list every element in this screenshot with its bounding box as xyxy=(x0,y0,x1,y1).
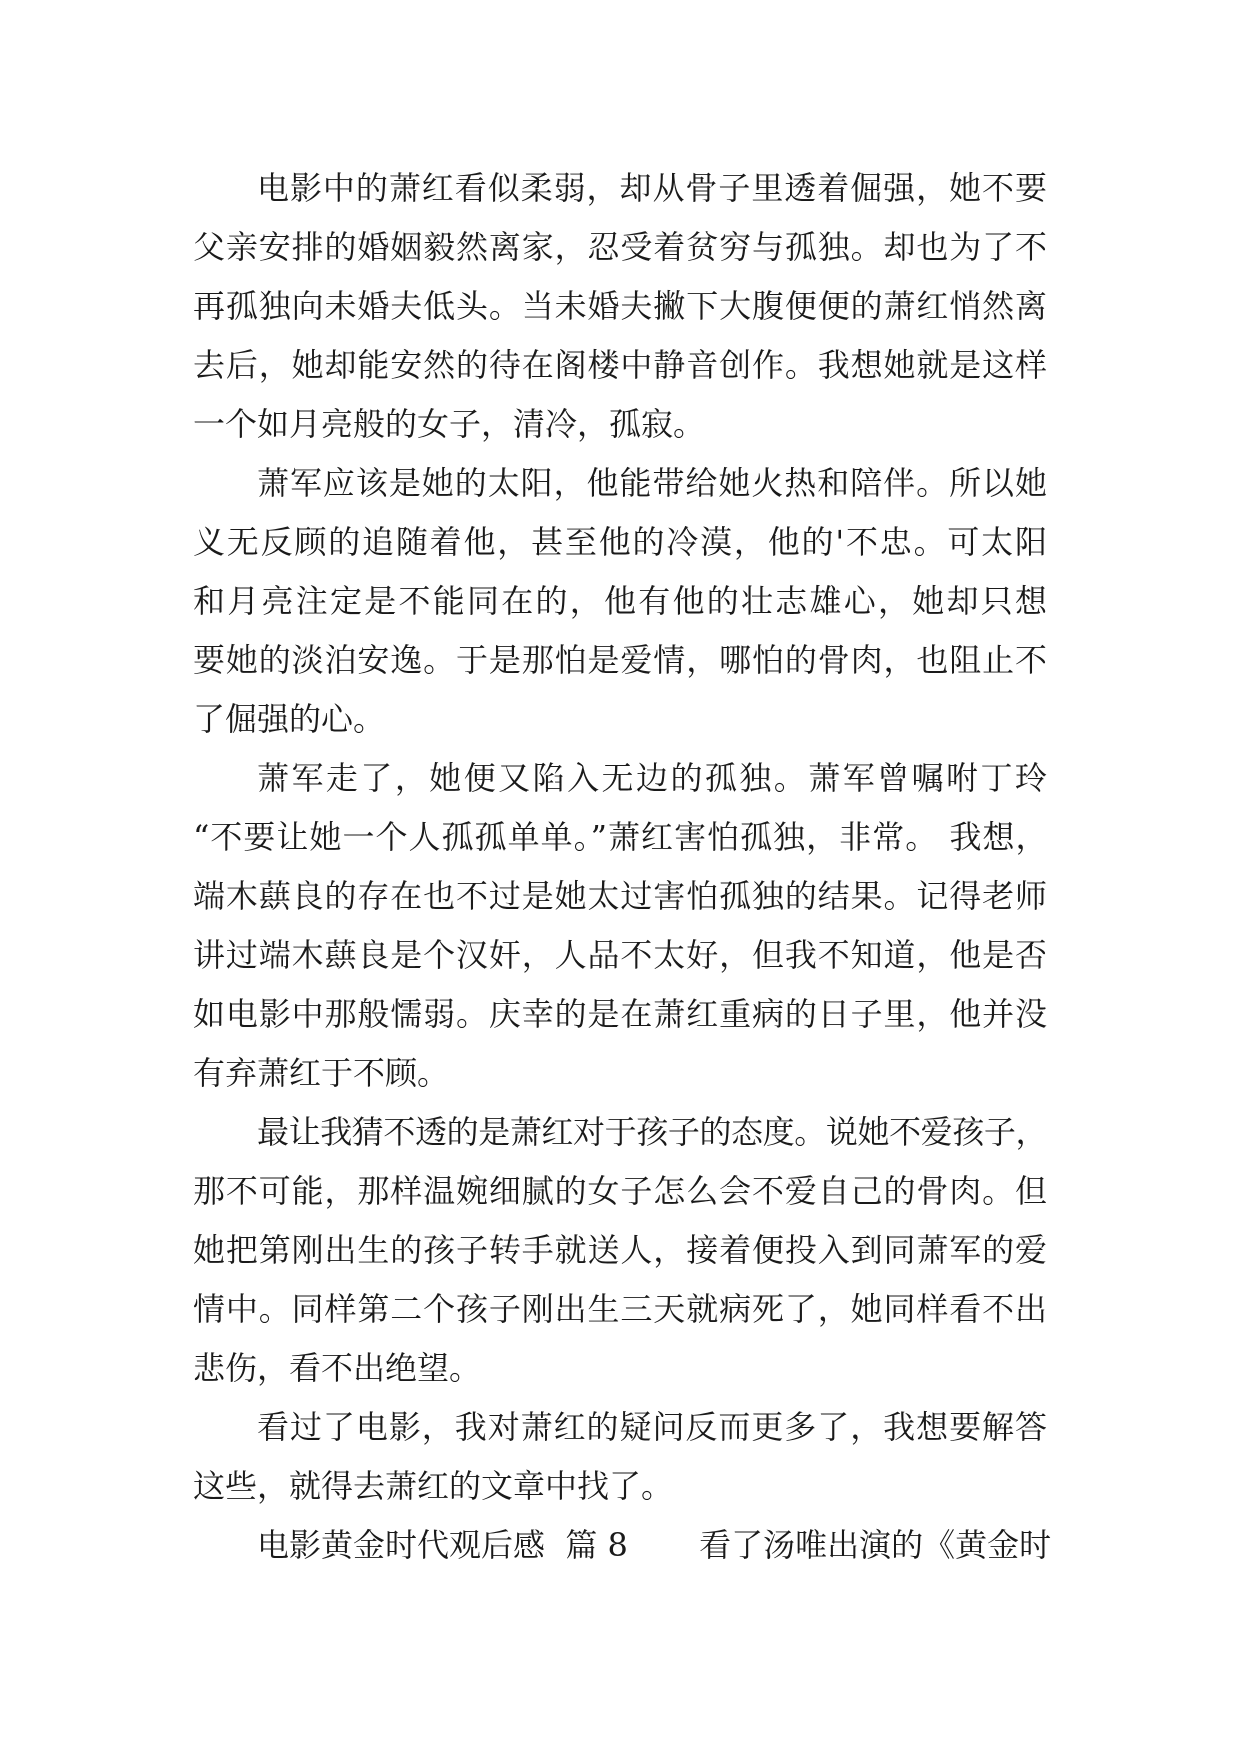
text-line: 有弃萧红于不顾。 xyxy=(193,1054,450,1092)
text-line: 萧军应该是她的太阳，他能带给她火热和陪伴。所以她 xyxy=(257,464,1047,502)
text-line: 如电影中那般懦弱。庆幸的是在萧红重病的日子里，他并没 xyxy=(193,995,1047,1033)
text-line: 父亲安排的婚姻毅然离家，忍受着贫穷与孤独。却也为了不 xyxy=(193,228,1047,266)
text-line: 看过了电影，我对萧红的疑问反而更多了，我想要解答 xyxy=(257,1408,1047,1446)
text-line: 萧军走了，她便又陷入无边的孤独。萧军曾嘱咐丁玲 xyxy=(257,759,1047,797)
text-line: 再孤独向未婚夫低头。当未婚夫撇下大腹便便的萧红悄然离 xyxy=(193,287,1047,325)
section-heading-line: 电影黄金时代观后感 篇 8 看了汤唯出演的《黄金时 xyxy=(257,1526,1052,1564)
text-line: 一个如月亮般的女子，清冷，孤寂。 xyxy=(193,405,706,443)
text-line: 最让我猜不透的是萧红对于孩子的态度。说她不爱孩子， xyxy=(257,1113,1047,1151)
text-line: 情中。同样第二个孩子刚出生三天就病死了，她同样看不出 xyxy=(193,1290,1047,1328)
text-line: 那不可能，那样温婉细腻的女子怎么会不爱自己的骨肉。但 xyxy=(193,1172,1047,1210)
text-line: 这些，就得去萧红的文章中找了。 xyxy=(193,1467,674,1505)
paragraph-4 xyxy=(193,1103,1047,1398)
text-line: 和月亮注定是不能同在的，他有他的壮志雄心，她却只想 xyxy=(193,582,1047,620)
text-line: 她把第刚出生的孩子转手就送人，接着便投入到同萧军的爱 xyxy=(193,1231,1047,1269)
paragraph-6 xyxy=(193,1516,1052,1575)
text-line: “不要让她一个人孤孤单单。”萧红害怕孤独，非常。 我想， xyxy=(193,818,1047,856)
paragraph-3 xyxy=(193,749,1047,1103)
text-line: 了倔强的心。 xyxy=(193,700,386,738)
paragraph-2 xyxy=(193,454,1047,749)
text-line: 悲伤，看不出绝望。 xyxy=(193,1349,482,1387)
body-text xyxy=(193,159,1052,1575)
paragraph-1 xyxy=(193,159,1047,454)
text-line: 要她的淡泊安逸。于是那怕是爱情，哪怕的骨肉，也阻止不 xyxy=(193,641,1047,679)
text-line: 去后，她却能安然的待在阁楼中静音创作。我想她就是这样 xyxy=(193,346,1047,384)
text-line: 义无反顾的追随着他，甚至他的冷漠，他的'不忠。可太阳 xyxy=(193,523,1047,561)
paragraph-5 xyxy=(193,1398,1047,1516)
text-line: 讲过端木蕻良是个汉奸，人品不太好，但我不知道，他是否 xyxy=(193,936,1047,974)
text-line: 端木蕻良的存在也不过是她太过害怕孤独的结果。记得老师 xyxy=(193,877,1047,915)
text-line: 电影中的萧红看似柔弱，却从骨子里透着倔强，她不要 xyxy=(257,169,1047,207)
